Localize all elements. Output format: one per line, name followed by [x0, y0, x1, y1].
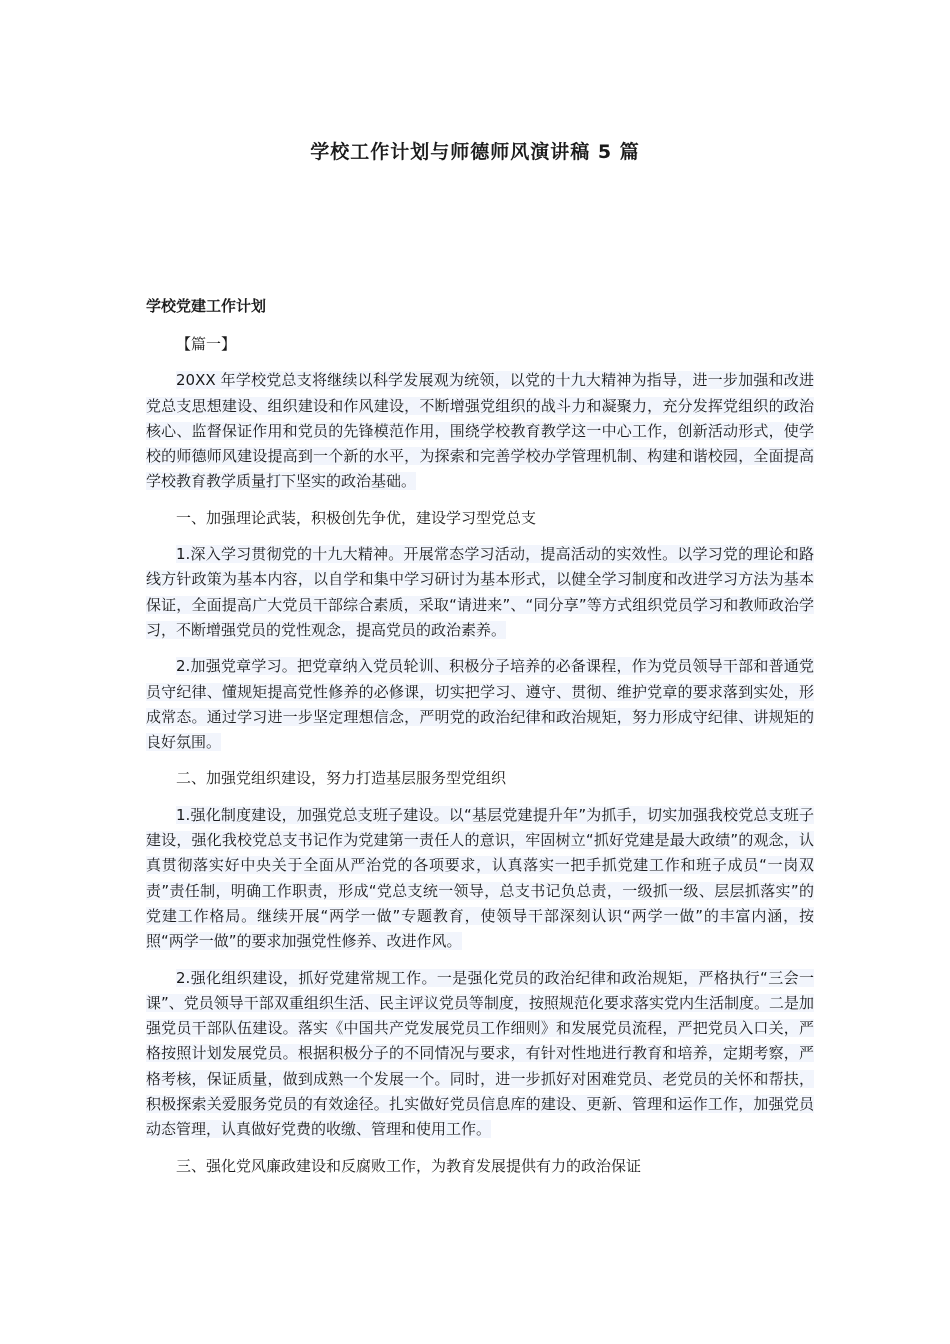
paragraph-1-1: [146, 542, 814, 643]
paragraph-text: 20XX 年学校党总支将继续以科学发展观为统领，以党的十九大精神为指导，进一步加强和改进党总支思想建设、组织建设和作风建设，不断增强党组织的战斗力和凝聚力，充分发挥党组织的政治核心、监督保证作用和党员的先锋模范作用，围绕学校教育教学这一中心工作，创新活动形式，使学校的师德师风建设提高到一个新的水平，为探索和完善学校办学管理机制、构建和谐校园，全面提高学校教育教学质量打下坚实的政治基础。: [146, 371, 814, 491]
part-label: 【篇一】: [176, 335, 237, 353]
paragraph-2-1: [146, 803, 814, 955]
paragraph-2-2: [146, 966, 814, 1143]
paragraph-text: 2.加强党章学习。把党章纳入党员轮训、积极分子培养的必备课程，作为党员领导干部和普通党员守纪律、懂规矩提高党性修养的必修课，切实把学习、遵守、贯彻、维护党章的要求落到实处，形成常态。通过学习进一步坚定理想信念，严明党的政治纪律和政治规矩，努力形成守纪律、讲规矩的良好氛围。: [146, 657, 814, 752]
section-title-2: 二、加强党组织建设，努力打造基层服务型党组织: [176, 769, 507, 788]
paragraph-text: 2.强化组织建设，抓好党建常规工作。一是强化党员的政治纪律和政治规矩，严格执行“三会一课”、党员领导干部双重组织生活、民主评议党员等制度，按照规范化要求落实党内生活制度。二是加强党员干部队伍建设。落实《中国共产党发展党员工作细则》和发展党员流程，严把党员入口关，严格按照计划发展党员。根据积极分子的不同情况与要求，有针对性地进行教育和培养，定期考察，严格考核，保证质量，做到成熟一个发展一个。同时，进一步抓好对困难党员、老党员的关怀和帮扶，积极探索关爱服务党员的有效途径。扎实做好党员信息库的建设、更新、管理和运作工作，加强党员动态管理，认真做好党费的收缴、管理和使用工作。: [146, 968, 814, 1139]
document-title: 学校工作计划与师德师风演讲稿 5 篇: [310, 141, 640, 163]
section-title-1: 一、加强理论武装，积极创先争优，建设学习型党总支: [176, 508, 537, 527]
paragraph-text: 1.深入学习贯彻党的十九大精神。开展常态学习活动，提高活动的实效性。以学习党的理论和路线方针政策为基本内容，以自学和集中学习研讨为基本形式，以健全学习制度和改进学习方法为基本保证，全面提高广大党员干部综合素质，采取“请进来”、“同分享”等方式组织党员学习和教师政治学习，不断增强党员的党性观念，提高党员的政治素养。: [146, 545, 814, 639]
intro-paragraph: [146, 368, 814, 494]
document-body: [146, 296, 814, 1190]
paragraph-1-2: [146, 654, 814, 755]
section-heading: 学校党建工作计划: [146, 297, 267, 315]
section-title-3: 三、强化党风廉政建设和反腐败工作，为教育发展提供有力的政治保证: [176, 1156, 642, 1175]
paragraph-text: 1.强化制度建设，加强党总支班子建设。以“基层党建提升年”为抓手，切实加强我校党总支班子建设，强化我校党总支书记作为党建第一责任人的意识，牢固树立“抓好党建是最大政绩”的观念，认真贯彻落实好中央关于全面从严治党的各项要求，认真落实一把手抓党建工作和班子成员“一岗双责”责任制，明确工作职责，形成“党总支统一领导，总支书记负总责，一级抓一级、层层抓落实”的党建工作格局。继续开展“两学一做”专题教育，使领导干部深刻认识“两学一做”的丰富内涵，按照“两学一做”的要求加强党性修养、改进作风。: [146, 805, 814, 951]
